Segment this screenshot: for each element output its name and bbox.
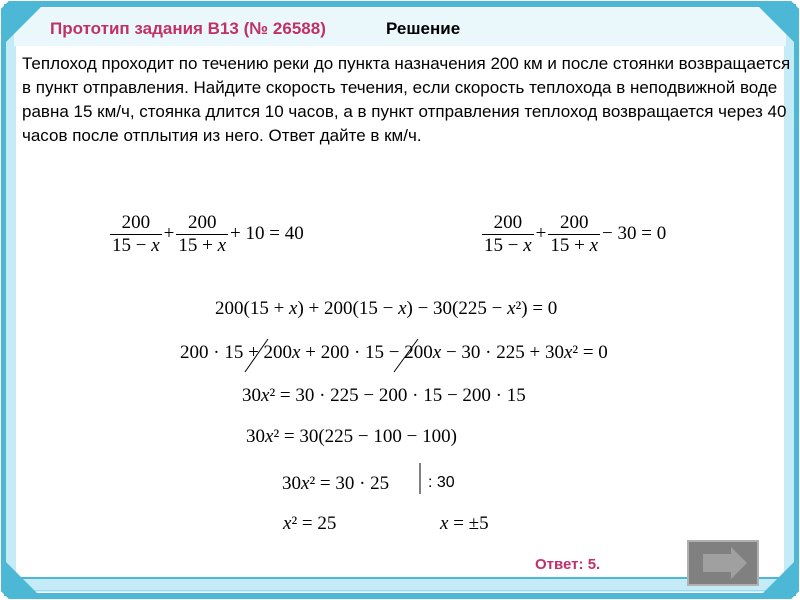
denominator-text: 15 + (550, 235, 585, 256)
equation-1: $\frac{200}{15 - x}$ + $\frac{200}{15 + x}$ + 10 = 40 (112, 212, 304, 256)
denominator (482, 235, 534, 257)
expr-part: ² = 0 (572, 342, 608, 363)
denominator (110, 235, 162, 257)
expr-part: = ±5 (448, 513, 489, 534)
equation-line-6 (246, 426, 457, 448)
expr-part: ) + 200(15 − (297, 298, 394, 319)
denominator-text: 15 + (178, 235, 213, 256)
variable: x (563, 342, 573, 363)
equation-rest: − 30 = 0 (602, 222, 667, 244)
fraction (176, 212, 228, 257)
variable: x (283, 513, 292, 534)
expr-part: ² = 25 (291, 513, 337, 534)
expr-part: 30 (246, 426, 265, 447)
variable: x (261, 385, 270, 406)
expr-part: ² = 30 · 225 − 200 · 15 − 200 · 15 (269, 385, 526, 406)
equation-2: $\frac{200}{15 - x}$ + $\frac{200}{15 + x}$ − 30 = 0 (484, 212, 667, 256)
fraction (110, 212, 162, 257)
numerator: 200 (482, 212, 534, 235)
expr-part: ) − 30(225 − (406, 298, 503, 319)
expr-part: ²) = 0 (515, 298, 558, 319)
denominator (548, 235, 600, 257)
variable: x (523, 235, 532, 256)
problem-statement: Теплоход проходит по течению реки до пункта назначения 200 км и после стоянки возвращается в пункт отправления. Найдите скорость течения, если скорость теплохода в неподвижной воде равна 15 км/ч, стоянка длится 10 часов, а в пункт отправления теплоход возвращается через 40 часов после отплытия из него. Ответ дайте в км/ч. (22, 54, 791, 145)
equation-line-9 (440, 513, 489, 535)
denominator-text: 15 − (484, 235, 519, 256)
expr-part: 30 (242, 385, 261, 406)
denominator-text: 15 − (112, 235, 147, 256)
variable: x (289, 298, 298, 319)
expr-part: + 200 · 15 − 200 (300, 342, 433, 363)
variable: x (151, 235, 160, 256)
equation-line-5 (242, 385, 526, 407)
expr-part: 200(15 + (215, 298, 285, 319)
fraction (548, 212, 600, 257)
answer-text: Ответ: 5. (535, 556, 601, 573)
page-title: Прототип задания B13 (№ 26588) (50, 19, 326, 38)
variable: x (398, 298, 407, 319)
variable: x (507, 298, 516, 319)
expr-part: − 30 · 225 + 30 (441, 342, 564, 363)
expr-part: 30 (282, 473, 301, 494)
variable: x (265, 426, 274, 447)
variable: x (292, 342, 301, 363)
numerator: 200 (176, 212, 228, 235)
equation-rest: + 10 = 40 (230, 222, 304, 244)
equation-line-3 (215, 298, 557, 320)
fraction (482, 212, 534, 257)
divisor-note: : 30 (428, 474, 455, 491)
numerator: 200 (548, 212, 600, 235)
variable: x (440, 513, 449, 534)
expr-part: 200 · 15 + 200 (180, 342, 293, 363)
nav-arrow-icon[interactable] (687, 540, 759, 586)
variable: x (217, 235, 227, 256)
variable: x (301, 473, 310, 494)
numerator: 200 (110, 212, 162, 235)
variable: x (589, 235, 599, 256)
denominator (176, 235, 228, 257)
expr-part: ² = 30(225 − 100 − 100) (273, 426, 457, 447)
page-subtitle: Решение (386, 19, 461, 38)
equation-line-7 (282, 473, 389, 495)
equation-line-8 (283, 513, 336, 535)
equation-line-4 (180, 342, 608, 364)
expr-part: ² = 30 · 25 (309, 473, 390, 494)
variable: x (432, 342, 442, 363)
